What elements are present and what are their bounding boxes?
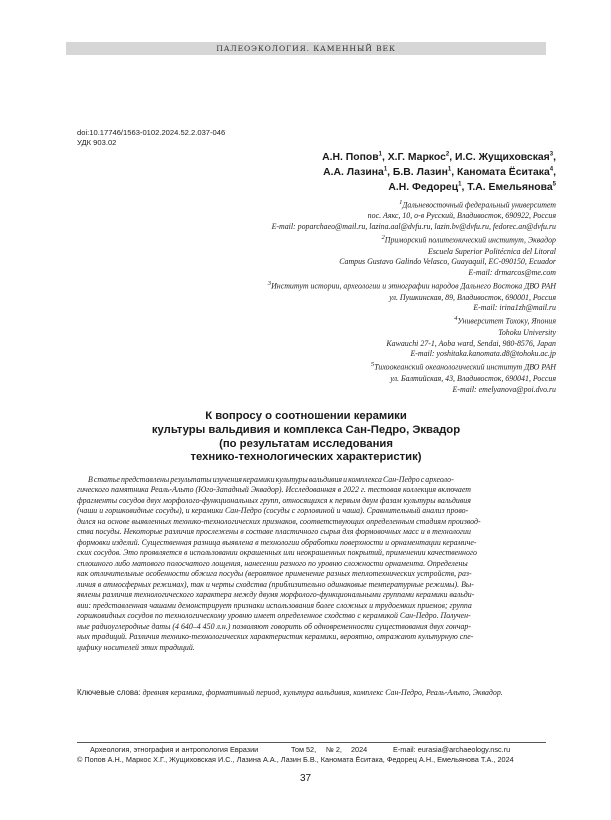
affiliation-sup: 4	[454, 315, 458, 323]
affiliation-text: E-mail: yoshitaka.kanomata.d8@tohoku.ac.jp	[410, 349, 556, 359]
author-name: А.Н. Попов	[322, 152, 379, 163]
author-separator: ,	[553, 152, 556, 163]
copyright-line: © Попов А.Н., Маркос Х.Г., Жущиховская И.С., Лазина А.А., Лазин Б.В., Каномата Ёситака, Федорец А.Н., Емельянова Т.А., 2024	[77, 755, 514, 764]
author-name: , И.С. Жущиховская	[449, 152, 550, 163]
author-affil-sup: 1	[447, 166, 452, 173]
authors-line-3	[76, 181, 556, 196]
affiliation-line[interactable]	[76, 268, 556, 279]
abstract-line: формовки изделий. Существенная разница выявлена в технологии обработки поверхности и орнаментации керамиче-	[77, 537, 477, 547]
author-affil-sup: 1	[383, 166, 388, 173]
abstract-line: как отличительные особенности обжига посуды (вероятное применение разных теплотехнических устройств, раз-	[77, 569, 472, 579]
abstract-line: В статье представлены результаты изучения керамики культуры вальдивия и комплекса Сан-Педро с археоло-	[88, 475, 454, 484]
doi-line[interactable]: doi:10.17746/1563-0102.2024.52.2.037-046	[77, 128, 226, 137]
authors-line-2	[76, 166, 556, 181]
affiliation-line[interactable]	[76, 303, 556, 314]
abstract	[77, 475, 546, 653]
affiliation-text: Kawauchi 27-1, Aoba ward, Sendai, 980-8576, Japan	[386, 338, 556, 348]
affiliation-line[interactable]	[76, 385, 556, 396]
affiliation-text: Tohoku University	[498, 327, 556, 337]
page-number: 37	[299, 773, 312, 784]
affiliation-line	[76, 257, 556, 268]
affiliation-text: E-mail: emelyanova@poi.dvo.ru	[452, 384, 556, 394]
keywords-text: древняя керамика, формативный период, культура вальдивия, комплекс Сан-Педро, Реаль-Альто, Эквадор.	[142, 688, 503, 697]
affiliation-line	[76, 279, 556, 292]
affiliation-line	[76, 339, 556, 350]
affiliation-line	[76, 293, 556, 304]
affiliation-line	[76, 198, 556, 211]
abstract-line: ских сосудов. Это проявляется в использовании окрашенных или неокрашенных покрытий, применении качественного	[77, 548, 477, 558]
title-line: технико-технологических характеристик)	[190, 451, 422, 464]
author-name: , Каномата Ёситака	[451, 166, 550, 178]
udk-line: УДК 903.02	[77, 138, 117, 147]
journal-volume: Том 52,	[291, 745, 317, 754]
affiliation-text: Приморский политехнический институт, Эквадор	[384, 235, 556, 245]
abstract-line: горшковидных сосудов по технологическому уровню имеет определенное сходство с керамикой Сан-Педро. Получен-	[77, 611, 471, 621]
title-line: культуры вальдивия и комплекса Сан-Педро, Эквадор	[151, 423, 461, 436]
journal-year: 2024	[351, 745, 368, 754]
author-separator: ,	[553, 166, 556, 178]
affiliation-text: Escuela Superior Politécnica del Litoral	[428, 246, 556, 256]
affiliation-line[interactable]	[76, 349, 556, 360]
abstract-line: гического памятника Реаль-Альто (Юго-Западный Эквадор). Исследованная в 2022 г. тестовая коллекция включает	[77, 485, 471, 495]
affiliation-line	[76, 233, 556, 246]
affiliation-text: Тихоокеанский океанологический институт ДВО РАН	[374, 362, 556, 372]
affiliation-text: Институт истории, археологии и этнографии народов Дальнего Востока ДВО РАН	[271, 281, 556, 291]
affiliation-line	[76, 314, 556, 327]
affiliation-text: E-mail: irina1zh@mail.ru	[473, 303, 556, 313]
abstract-line: ные радиоуглеродные даты (4 640–4 450 л.н.) позволяют говорить об одновременности существования двух гончар-	[77, 621, 471, 631]
affiliation-text: E-mail: poparchaeo@mail.ru, lazina.aal@dvfu.ru, lazin.bv@dvfu.ru, fedorec.an@dvfu.ru	[271, 222, 556, 232]
author-affil-sup: 1	[378, 151, 382, 158]
affiliation-text: E-mail: drmarcos@me.com	[468, 268, 556, 278]
journal-email[interactable]: E-mail: eurasia@archaeology.nsc.ru	[393, 745, 511, 754]
title-line: К вопросу о соотношении керамики	[205, 410, 407, 422]
journal-issue: № 2,	[326, 745, 342, 754]
affiliation-line	[76, 328, 556, 339]
abstract-line: личия в атмосферных режимах), так и черты сходства (приблизительно одинаковые температурные режимы). Вы-	[77, 579, 474, 589]
author-affil-sup: 3	[549, 151, 554, 158]
abstract-line: явлены различия технологического характера между двумя морфолого-функциональными группами керамики вальди-	[77, 590, 475, 600]
affiliation-text: Дальневосточный федеральный университет	[402, 200, 556, 210]
affiliation-sup: 1	[399, 199, 403, 206]
affiliation-text: ул. Балтийская, 43, Владивосток, 690041, Россия	[390, 373, 556, 383]
article-title	[66, 410, 546, 465]
affiliation-sup: 2	[381, 234, 385, 242]
keywords	[77, 688, 546, 699]
abstract-line: вии: представленная чашами демонстрирует признаки использования более сложных и трудоемких приемов; группа	[77, 600, 472, 610]
authors-line-1	[76, 151, 556, 166]
abstract-line: цифику носителей этих традиций.	[77, 642, 195, 652]
affiliations-block	[76, 198, 556, 395]
affiliation-line	[76, 247, 556, 258]
abstract-line: (чаши и горшковидные сосуды), и керамики Сан-Педро (сосуды с горловиной и чаша). Сравнительный анализ прово-	[77, 506, 469, 516]
abstract-line: дился на основе выявленных технико-технологических признаков, соответствующих определенным стадиям производ-	[77, 516, 481, 526]
abstract-line: ных традиций. Различия технико-технологических характеристик керамики, вероятно, отражают культурную спе-	[77, 632, 474, 642]
author-name: А.А. Лазина	[323, 166, 384, 178]
affiliation-text: ул. Пушкинская, 89, Владивосток, 690001, Россия	[389, 292, 556, 302]
author-name: А.Н. Федорец	[388, 181, 459, 193]
affiliation-line	[76, 360, 556, 373]
author-affil-sup: 5	[552, 181, 556, 188]
affiliation-text: Campus Gustavo Galindo Velasco, Guayaquil, EC-090150, Ecuador	[339, 257, 556, 267]
affiliation-text: Университет Тохоку, Япония	[457, 316, 556, 326]
author-affil-sup: 1	[458, 181, 462, 188]
title-line: (по результатам исследования	[219, 437, 393, 450]
author-name: , Б.В. Лазин	[387, 166, 448, 178]
section-header: ПАЛЕОЭКОЛОГИЯ. КАМЕННЫЙ ВЕК	[66, 42, 546, 55]
author-name: , Т.А. Емельянова	[461, 181, 553, 193]
abstract-line: сплошного либо матового полосчатого лощения, нанесении разного по уровню сложности орнамента. Определены	[77, 558, 468, 568]
author-affil-sup: 4	[549, 166, 554, 173]
affiliation-line	[76, 211, 556, 222]
affiliation-line	[76, 374, 556, 385]
affiliation-sup: 5	[370, 361, 375, 369]
affiliation-sup: 3	[267, 280, 272, 288]
abstract-line: фрагменты сосудов двух морфолого-функциональных групп, относящихся к первым двум фазам культуры вальдивия	[77, 495, 471, 505]
authors-block	[76, 151, 556, 195]
keywords-label: Ключевые слова:	[77, 688, 141, 697]
journal-name: Археология, этнография и антропология Евразии	[90, 745, 259, 754]
author-name: , Х.Г. Маркос	[381, 152, 446, 163]
affiliation-text: пос. Аякс, 10, о-в Русский, Владивосток, 690922, Россия	[367, 211, 556, 221]
affiliation-line[interactable]	[76, 222, 556, 233]
abstract-line: ства посуды. Некоторые различия прослежены в составе пластичного сырья для формовочных масс и в технологии	[77, 527, 471, 537]
footer-divider	[77, 742, 546, 743]
author-affil-sup: 2	[445, 151, 450, 158]
